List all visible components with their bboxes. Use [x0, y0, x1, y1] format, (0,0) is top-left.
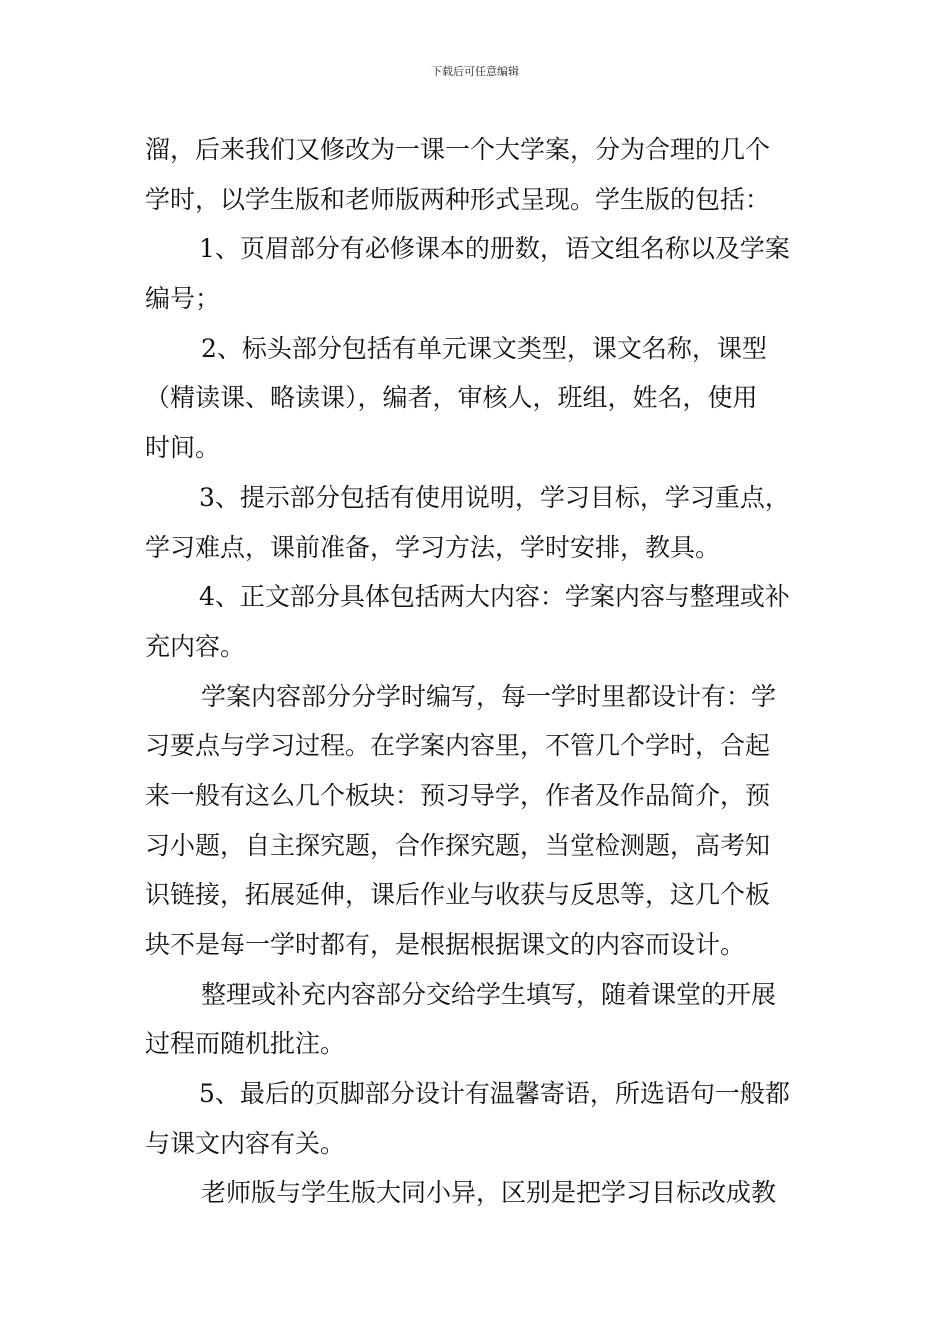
- text-line: （精读课、略读课），编者，审核人，班组，姓名，使用: [145, 383, 758, 413]
- text-line: 5、最后的页脚部分设计有温馨寄语，所选语句一般都: [199, 1079, 790, 1109]
- text-line: 1、页眉部分有必修课本的册数，语文组名称以及学案: [199, 234, 790, 264]
- document-body: [145, 125, 810, 1218]
- text-line: 来一般有这么几个板块：预习导学，作者及作品简介，预: [145, 780, 771, 810]
- text-line: 与课文内容有关。: [145, 1128, 346, 1158]
- text-line: 时间。: [145, 433, 221, 463]
- text-line: 老师版与学生版大同小异，区别是把学习目标改成教: [201, 1178, 777, 1208]
- text-line: 块不是每一学时都有，是根据根据课文的内容而设计。: [145, 930, 746, 959]
- text-line: 识链接，拓展延伸，课后作业与收获与反思等，这几个板: [145, 880, 771, 910]
- text-line: 充内容。: [145, 631, 246, 661]
- text-line: 学习难点，课前准备，学习方法，学时安排，教具。: [145, 532, 721, 562]
- text-line: 编号；: [145, 284, 221, 314]
- text-line: 过程而随机批注。: [145, 1029, 346, 1059]
- text-line: 溜，后来我们又修改为一课一个大学案，分为合理的几个: [145, 135, 771, 164]
- text-line: 2、标头部分包括有单元课文类型，课文名称，课型: [201, 333, 767, 363]
- text-line: 学案内容部分分学时编写，每一学时里都设计有：学: [201, 681, 777, 711]
- page-header-note: 下载后可任意编辑: [431, 65, 519, 78]
- text-line: 4、正文部分具体包括两大内容：学案内容与整理或补: [199, 582, 790, 612]
- text-line: 整理或补充内容部分交给学生填写，随着课堂的开展: [201, 979, 777, 1009]
- text-line: 习要点与学习过程。在学案内容里，不管几个学时，合起: [145, 731, 771, 761]
- text-line: 习小题，自主探究题，合作探究题，当堂检测题，高考知: [145, 830, 771, 860]
- text-line: 3、提示部分包括有使用说明，学习目标，学习重点，: [199, 482, 790, 512]
- text-line: 学时，以学生版和老师版两种形式呈现。学生版的包括：: [145, 184, 771, 214]
